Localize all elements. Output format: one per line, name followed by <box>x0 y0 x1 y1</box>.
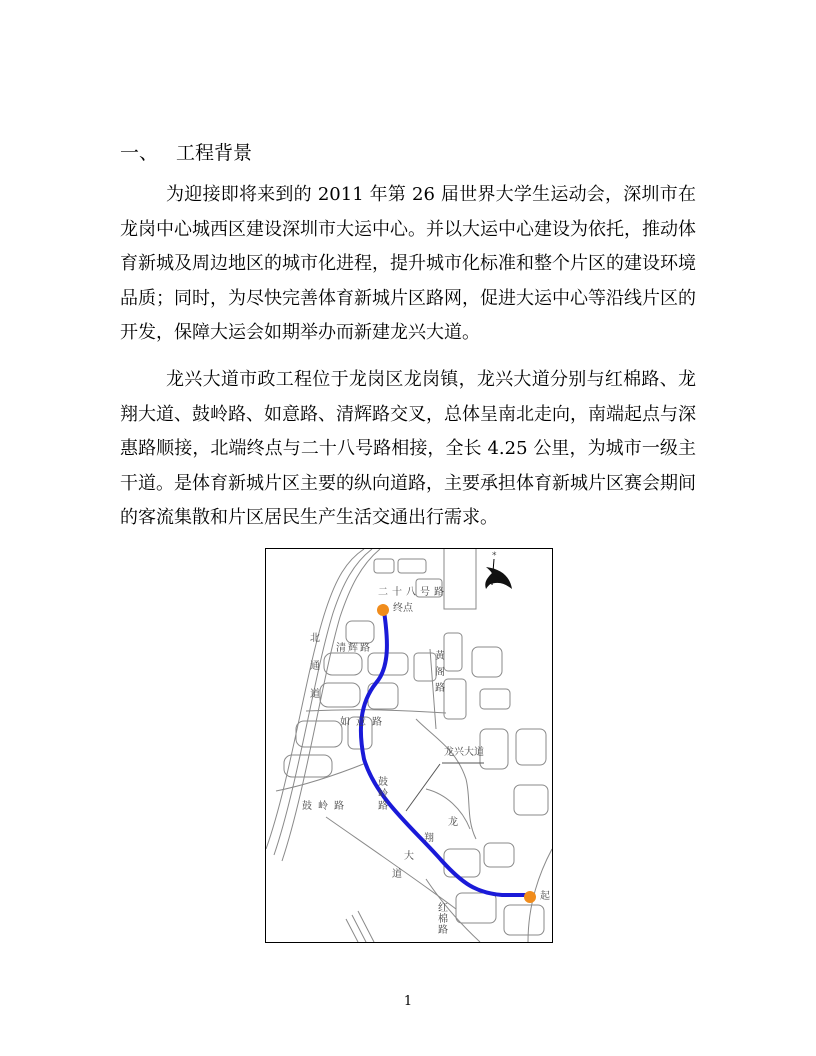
label-longxiang-3: 大 <box>404 851 414 862</box>
paragraph-background: 为迎接即将来到的 2011 年第 26 届世界大学生运动会，深圳市在龙岗中心城西区建设深圳市大运中心。并以大运中心建设为依托，推动体育新城及周边地区的城市化进程，提升城市化标准和整个片区的建设环境品质；同时，为尽快完善体育新城片区路网，促进大运中心等沿线片区的开发，保障大运会如期举办而新建龙兴大道。 <box>120 184 696 343</box>
north-symbol: * <box>492 551 497 561</box>
label-longxiang-4: 道 <box>392 869 402 880</box>
label-longxing-avenue: 龙兴大道 <box>444 747 484 758</box>
section-title: 工程背景 <box>176 142 253 164</box>
label-guling-road: 鼓岭路 <box>302 801 350 812</box>
north-arrow-icon <box>485 559 512 589</box>
label-end-point: 终点 <box>393 603 413 614</box>
label-hongmian-road: 红棉路 <box>438 903 448 936</box>
route-label-leader <box>406 764 440 811</box>
route-start-marker <box>524 891 536 903</box>
page-number: 1 <box>403 994 413 1009</box>
label-qinghui-road: 清辉路 <box>336 643 372 654</box>
road-longxiang <box>326 817 456 909</box>
label-longxiang-2: 翔 <box>424 833 434 844</box>
label-huangge-road: 黄阁路 <box>435 651 445 694</box>
label-road-28: 二十八号路 <box>378 587 448 598</box>
label-guling-inner: 鼓岭路 <box>378 777 388 812</box>
label-start-point: 起 <box>540 891 550 902</box>
section-heading <box>120 138 252 165</box>
label-ruyi-road: 如意路 <box>340 717 388 728</box>
route-map-figure <box>265 548 553 943</box>
section-number: 一、 <box>120 142 159 164</box>
route-end-marker <box>377 604 389 616</box>
label-north-road: 北通道 <box>310 633 320 700</box>
paragraph-project-location: 龙兴大道市政工程位于龙岗区龙岗镇，龙兴大道分别与红棉路、龙翔大道、鼓岭路、如意路、清辉路交叉，总体呈南北走向，南端起点与深惠路顺接，北端终点与二十八号路相接，全长 4.25 公里，为城市一级主干道。是体育新城片区主要的纵向道路，主要承担体育新城片区赛会期间的客流集散和片区居民生产生活交通出行需求。 <box>120 369 696 528</box>
label-longxiang-1: 龙 <box>448 817 458 828</box>
road-ruyi <box>306 710 446 713</box>
